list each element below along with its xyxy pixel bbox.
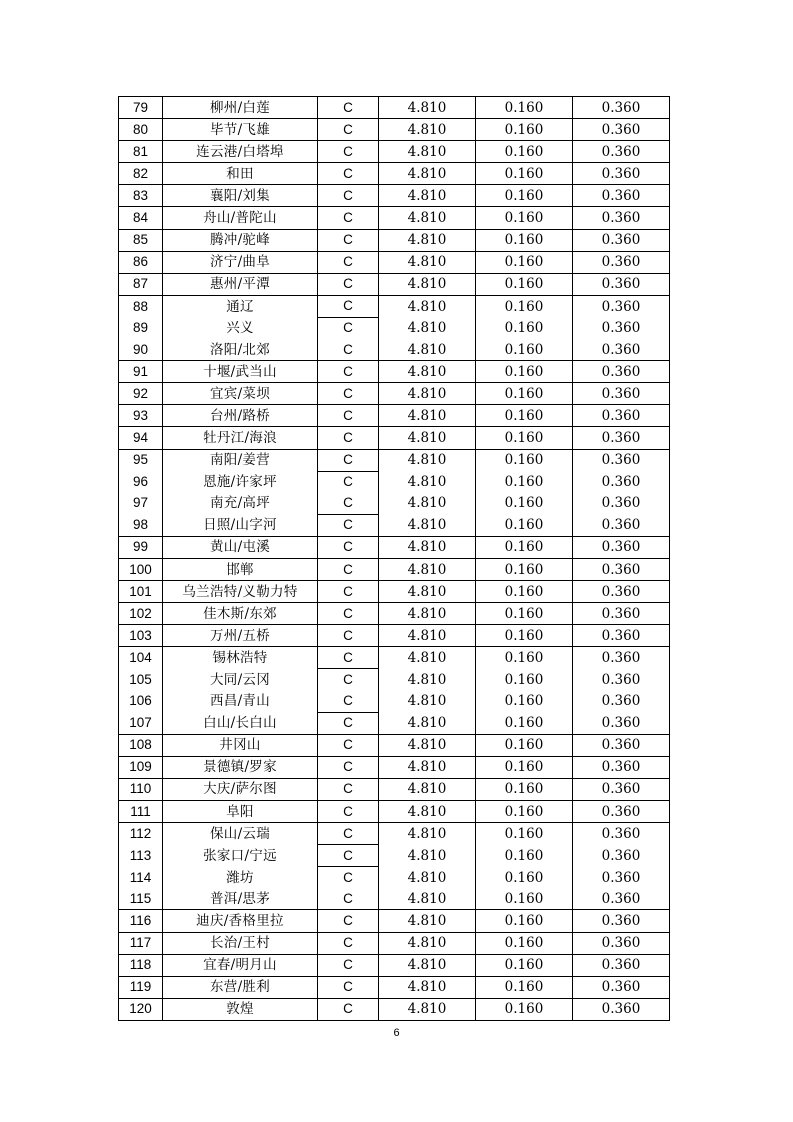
airport-name: 敦煌: [163, 998, 318, 1020]
value-1: 4.810: [379, 801, 476, 823]
row-number: 84: [119, 207, 163, 229]
value-1: 4.810: [379, 229, 476, 251]
table-row: [119, 976, 670, 998]
value-1: 4.810: [379, 427, 476, 449]
table-row: [119, 493, 670, 515]
value-1: 4.810: [379, 273, 476, 295]
value-3: 0.360: [573, 493, 670, 515]
airport-class: C: [318, 778, 379, 800]
value-1: 4.810: [379, 558, 476, 580]
value-2: 0.160: [476, 558, 573, 580]
value-1: 4.810: [379, 603, 476, 625]
airport-name: 和田: [163, 163, 318, 185]
row-number: 108: [119, 734, 163, 756]
table-row: [119, 514, 670, 536]
row-number: 103: [119, 625, 163, 647]
table-row: [119, 603, 670, 625]
airport-class: C: [318, 801, 379, 823]
value-1: 4.810: [379, 778, 476, 800]
row-number: 102: [119, 603, 163, 625]
value-3: 0.360: [573, 581, 670, 603]
value-1: 4.810: [379, 119, 476, 141]
value-1: 4.810: [379, 251, 476, 273]
airport-class: C: [318, 449, 379, 471]
row-number: 106: [119, 691, 163, 713]
table-row: [119, 119, 670, 141]
value-2: 0.160: [476, 756, 573, 778]
value-2: 0.160: [476, 339, 573, 361]
airport-class: C: [318, 536, 379, 558]
value-1: 4.810: [379, 317, 476, 339]
value-3: 0.360: [573, 97, 670, 119]
value-2: 0.160: [476, 273, 573, 295]
value-3: 0.360: [573, 801, 670, 823]
row-number: 107: [119, 712, 163, 734]
table-row: [119, 229, 670, 251]
table-row: [119, 998, 670, 1020]
airport-class: C: [318, 647, 379, 669]
value-2: 0.160: [476, 998, 573, 1020]
value-2: 0.160: [476, 954, 573, 976]
value-3: 0.360: [573, 427, 670, 449]
table-row: [119, 558, 670, 580]
value-3: 0.360: [573, 691, 670, 713]
row-number: 85: [119, 229, 163, 251]
value-2: 0.160: [476, 976, 573, 998]
airport-name: 襄阳/刘集: [163, 185, 318, 207]
value-1: 4.810: [379, 405, 476, 427]
airport-name: 佳木斯/东郊: [163, 603, 318, 625]
value-1: 4.810: [379, 383, 476, 405]
table-row: [119, 536, 670, 558]
table-row: [119, 339, 670, 361]
row-number: 89: [119, 317, 163, 339]
value-3: 0.360: [573, 778, 670, 800]
value-2: 0.160: [476, 207, 573, 229]
value-3: 0.360: [573, 405, 670, 427]
airport-class: C: [318, 581, 379, 603]
table-row: [119, 185, 670, 207]
value-2: 0.160: [476, 185, 573, 207]
table-row: [119, 756, 670, 778]
airport-class: C: [318, 163, 379, 185]
row-number: 109: [119, 756, 163, 778]
value-1: 4.810: [379, 339, 476, 361]
table-row: [119, 471, 670, 493]
value-2: 0.160: [476, 163, 573, 185]
airport-class: C: [318, 317, 379, 339]
airport-name: 大庆/萨尔图: [163, 778, 318, 800]
value-3: 0.360: [573, 119, 670, 141]
airport-name: 通辽: [163, 295, 318, 317]
value-3: 0.360: [573, 141, 670, 163]
value-3: 0.360: [573, 756, 670, 778]
value-1: 4.810: [379, 954, 476, 976]
value-3: 0.360: [573, 383, 670, 405]
page-number: 6: [393, 1027, 400, 1039]
table-row: [119, 581, 670, 603]
value-2: 0.160: [476, 471, 573, 493]
value-3: 0.360: [573, 361, 670, 383]
airport-class: C: [318, 756, 379, 778]
airport-name: 兴义: [163, 317, 318, 339]
airport-name: 惠州/平潭: [163, 273, 318, 295]
row-number: 81: [119, 141, 163, 163]
value-1: 4.810: [379, 647, 476, 669]
value-2: 0.160: [476, 669, 573, 691]
airport-class: C: [318, 405, 379, 427]
row-number: 101: [119, 581, 163, 603]
table-row: [119, 273, 670, 295]
airport-name: 张家口/宁远: [163, 845, 318, 867]
value-2: 0.160: [476, 427, 573, 449]
value-1: 4.810: [379, 867, 476, 889]
value-1: 4.810: [379, 471, 476, 493]
airport-class: C: [318, 691, 379, 713]
row-number: 120: [119, 998, 163, 1020]
row-number: 118: [119, 954, 163, 976]
row-number: 92: [119, 383, 163, 405]
table-row: [119, 427, 670, 449]
airport-name: 南充/高坪: [163, 493, 318, 515]
value-1: 4.810: [379, 185, 476, 207]
airport-class: C: [318, 207, 379, 229]
airport-name: 舟山/普陀山: [163, 207, 318, 229]
value-3: 0.360: [573, 647, 670, 669]
value-1: 4.810: [379, 669, 476, 691]
table-row: [119, 141, 670, 163]
row-number: 114: [119, 867, 163, 889]
table-row: [119, 647, 670, 669]
value-2: 0.160: [476, 361, 573, 383]
table-row: [119, 691, 670, 713]
table-row: [119, 669, 670, 691]
airport-name: 恩施/许家坪: [163, 471, 318, 493]
value-1: 4.810: [379, 910, 476, 932]
value-1: 4.810: [379, 536, 476, 558]
value-3: 0.360: [573, 603, 670, 625]
table-row: [119, 932, 670, 954]
value-3: 0.360: [573, 339, 670, 361]
value-2: 0.160: [476, 647, 573, 669]
airport-name: 黄山/屯溪: [163, 536, 318, 558]
table-row: [119, 734, 670, 756]
table-row: [119, 383, 670, 405]
airport-class: C: [318, 669, 379, 691]
airport-class: C: [318, 734, 379, 756]
airport-name: 乌兰浩特/义勒力特: [163, 581, 318, 603]
value-2: 0.160: [476, 493, 573, 515]
airport-class: C: [318, 625, 379, 647]
airport-name: 景德镇/罗家: [163, 756, 318, 778]
airport-name: 南阳/姜营: [163, 449, 318, 471]
row-number: 112: [119, 823, 163, 845]
airport-class: C: [318, 954, 379, 976]
value-1: 4.810: [379, 141, 476, 163]
value-1: 4.810: [379, 976, 476, 998]
value-2: 0.160: [476, 778, 573, 800]
value-2: 0.160: [476, 910, 573, 932]
row-number: 119: [119, 976, 163, 998]
airport-class: C: [318, 185, 379, 207]
row-number: 87: [119, 273, 163, 295]
value-3: 0.360: [573, 295, 670, 317]
table-row: [119, 954, 670, 976]
value-1: 4.810: [379, 581, 476, 603]
airport-name: 长治/王村: [163, 932, 318, 954]
value-3: 0.360: [573, 734, 670, 756]
airport-name: 日照/山字河: [163, 514, 318, 536]
value-1: 4.810: [379, 734, 476, 756]
value-2: 0.160: [476, 536, 573, 558]
row-number: 94: [119, 427, 163, 449]
airport-class: C: [318, 361, 379, 383]
row-number: 82: [119, 163, 163, 185]
table-row: [119, 449, 670, 471]
value-1: 4.810: [379, 361, 476, 383]
table-row: [119, 778, 670, 800]
airport-class: C: [318, 119, 379, 141]
row-number: 91: [119, 361, 163, 383]
table-row: [119, 712, 670, 734]
value-2: 0.160: [476, 514, 573, 536]
value-2: 0.160: [476, 823, 573, 845]
value-2: 0.160: [476, 251, 573, 273]
value-1: 4.810: [379, 823, 476, 845]
value-3: 0.360: [573, 229, 670, 251]
table-row: [119, 207, 670, 229]
value-1: 4.810: [379, 845, 476, 867]
airport-name: 保山/云瑞: [163, 823, 318, 845]
value-2: 0.160: [476, 888, 573, 910]
airport-name: 宜春/明月山: [163, 954, 318, 976]
airport-class: C: [318, 998, 379, 1020]
row-number: 83: [119, 185, 163, 207]
value-2: 0.160: [476, 932, 573, 954]
row-number: 95: [119, 449, 163, 471]
value-2: 0.160: [476, 405, 573, 427]
airport-class: C: [318, 712, 379, 734]
value-1: 4.810: [379, 493, 476, 515]
airport-class: C: [318, 932, 379, 954]
airport-class: C: [318, 427, 379, 449]
airport-class: C: [318, 141, 379, 163]
value-1: 4.810: [379, 712, 476, 734]
value-2: 0.160: [476, 625, 573, 647]
airport-name: 济宁/曲阜: [163, 251, 318, 273]
airport-name: 牡丹江/海浪: [163, 427, 318, 449]
row-number: 93: [119, 405, 163, 427]
value-3: 0.360: [573, 625, 670, 647]
table-row: [119, 845, 670, 867]
airport-name: 邯郸: [163, 558, 318, 580]
airport-class: C: [318, 493, 379, 515]
row-number: 98: [119, 514, 163, 536]
value-3: 0.360: [573, 558, 670, 580]
airport-name: 大同/云冈: [163, 669, 318, 691]
value-3: 0.360: [573, 910, 670, 932]
airport-class: C: [318, 514, 379, 536]
value-3: 0.360: [573, 536, 670, 558]
value-2: 0.160: [476, 603, 573, 625]
airport-name: 连云港/白塔埠: [163, 141, 318, 163]
table-row: [119, 163, 670, 185]
value-1: 4.810: [379, 97, 476, 119]
table-body: [119, 97, 670, 1021]
row-number: 116: [119, 910, 163, 932]
airport-name: 十堰/武当山: [163, 361, 318, 383]
airport-name: 潍坊: [163, 867, 318, 889]
value-1: 4.810: [379, 295, 476, 317]
table-row: [119, 361, 670, 383]
value-1: 4.810: [379, 998, 476, 1020]
airport-class: C: [318, 823, 379, 845]
value-3: 0.360: [573, 207, 670, 229]
airport-class: C: [318, 251, 379, 273]
table-row: [119, 317, 670, 339]
value-2: 0.160: [476, 691, 573, 713]
airport-table: [118, 96, 670, 1021]
airport-class: C: [318, 976, 379, 998]
airport-class: C: [318, 845, 379, 867]
value-2: 0.160: [476, 734, 573, 756]
row-number: 90: [119, 339, 163, 361]
value-3: 0.360: [573, 867, 670, 889]
airport-class: C: [318, 471, 379, 493]
table-row: [119, 625, 670, 647]
value-2: 0.160: [476, 317, 573, 339]
airport-class: C: [318, 867, 379, 889]
value-1: 4.810: [379, 888, 476, 910]
value-1: 4.810: [379, 691, 476, 713]
value-3: 0.360: [573, 449, 670, 471]
value-2: 0.160: [476, 449, 573, 471]
airport-name: 万州/五桥: [163, 625, 318, 647]
row-number: 99: [119, 536, 163, 558]
row-number: 80: [119, 119, 163, 141]
airport-name: 毕节/飞雄: [163, 119, 318, 141]
airport-class: C: [318, 295, 379, 317]
value-3: 0.360: [573, 251, 670, 273]
value-3: 0.360: [573, 845, 670, 867]
value-2: 0.160: [476, 229, 573, 251]
value-3: 0.360: [573, 317, 670, 339]
value-2: 0.160: [476, 97, 573, 119]
row-number: 100: [119, 558, 163, 580]
value-1: 4.810: [379, 625, 476, 647]
value-3: 0.360: [573, 273, 670, 295]
value-1: 4.810: [379, 449, 476, 471]
value-3: 0.360: [573, 998, 670, 1020]
value-3: 0.360: [573, 932, 670, 954]
value-2: 0.160: [476, 581, 573, 603]
value-3: 0.360: [573, 185, 670, 207]
airport-name: 宜宾/菜坝: [163, 383, 318, 405]
airport-name: 洛阳/北郊: [163, 339, 318, 361]
value-1: 4.810: [379, 932, 476, 954]
table-row: [119, 823, 670, 845]
value-2: 0.160: [476, 295, 573, 317]
airport-class: C: [318, 229, 379, 251]
table-row: [119, 295, 670, 317]
value-3: 0.360: [573, 669, 670, 691]
row-number: 117: [119, 932, 163, 954]
airport-class: C: [318, 603, 379, 625]
value-3: 0.360: [573, 976, 670, 998]
row-number: 88: [119, 295, 163, 317]
table-row: [119, 405, 670, 427]
value-3: 0.360: [573, 954, 670, 976]
row-number: 96: [119, 471, 163, 493]
value-1: 4.810: [379, 756, 476, 778]
airport-class: C: [318, 558, 379, 580]
airport-name: 柳州/白莲: [163, 97, 318, 119]
row-number: 115: [119, 888, 163, 910]
value-3: 0.360: [573, 514, 670, 536]
value-2: 0.160: [476, 141, 573, 163]
airport-name: 阜阳: [163, 801, 318, 823]
airport-name: 锡林浩特: [163, 647, 318, 669]
value-3: 0.360: [573, 712, 670, 734]
table-row: [119, 97, 670, 119]
airport-name: 西昌/青山: [163, 691, 318, 713]
airport-class: C: [318, 383, 379, 405]
airport-name: 普洱/思茅: [163, 888, 318, 910]
row-number: 111: [119, 801, 163, 823]
value-3: 0.360: [573, 163, 670, 185]
value-2: 0.160: [476, 845, 573, 867]
airport-class: C: [318, 910, 379, 932]
row-number: 110: [119, 778, 163, 800]
row-number: 113: [119, 845, 163, 867]
row-number: 86: [119, 251, 163, 273]
row-number: 79: [119, 97, 163, 119]
value-3: 0.360: [573, 888, 670, 910]
airport-name: 白山/长白山: [163, 712, 318, 734]
value-3: 0.360: [573, 471, 670, 493]
airport-class: C: [318, 97, 379, 119]
table-row: [119, 801, 670, 823]
row-number: 97: [119, 493, 163, 515]
value-2: 0.160: [476, 801, 573, 823]
table-row: [119, 888, 670, 910]
table-row: [119, 251, 670, 273]
value-3: 0.360: [573, 823, 670, 845]
airport-name: 井冈山: [163, 734, 318, 756]
airport-name: 迪庆/香格里拉: [163, 910, 318, 932]
row-number: 105: [119, 669, 163, 691]
table-row: [119, 910, 670, 932]
airport-name: 东营/胜利: [163, 976, 318, 998]
airport-class: C: [318, 888, 379, 910]
table-row: [119, 867, 670, 889]
value-1: 4.810: [379, 207, 476, 229]
value-2: 0.160: [476, 383, 573, 405]
airport-name: 腾冲/驼峰: [163, 229, 318, 251]
airport-class: C: [318, 273, 379, 295]
value-2: 0.160: [476, 119, 573, 141]
airport-class: C: [318, 339, 379, 361]
value-1: 4.810: [379, 163, 476, 185]
value-2: 0.160: [476, 712, 573, 734]
airport-name: 台州/路桥: [163, 405, 318, 427]
row-number: 104: [119, 647, 163, 669]
value-2: 0.160: [476, 867, 573, 889]
value-1: 4.810: [379, 514, 476, 536]
